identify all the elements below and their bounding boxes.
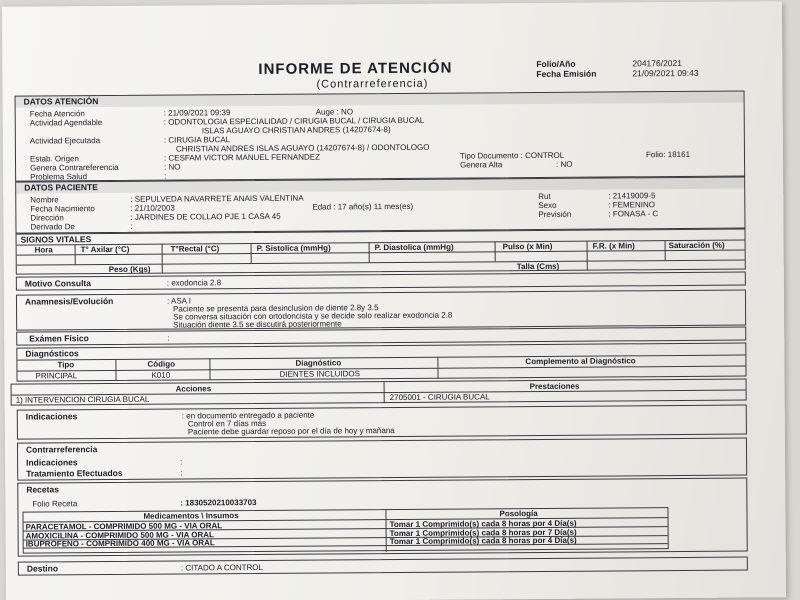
column-header: P. Sistolica (mmHg) [256, 243, 331, 253]
section-title: Diagnósticos [25, 348, 79, 359]
prevision-value: : FONASA - C [608, 209, 659, 219]
recetas-table [22, 507, 668, 554]
section-title: SIGNOS VITALES [20, 234, 92, 245]
talla-label: Talla (Cms) [516, 261, 560, 272]
acciones-section [11, 379, 747, 406]
acciones-header: Acciones [175, 384, 212, 394]
medicamento-name: IBUPROFENO - COMPRIMIDO 400 MG - VIA ORAL [25, 538, 215, 549]
diagnosticos-section [16, 343, 746, 382]
examen-value: : [167, 333, 170, 343]
genera-alta-value: : NO [556, 159, 573, 169]
prestaciones-header: Prestaciones [529, 381, 580, 392]
contra-indicaciones-value: : [180, 457, 183, 467]
fecha-emision-value: 21/09/2021 09:43 [632, 67, 699, 79]
fecha-atencion-value: : 21/09/2021 09:39 [163, 108, 231, 118]
folio-value: 204176/2021 [632, 57, 683, 69]
direccion-label: Dirección [30, 213, 64, 223]
destino-section [18, 557, 748, 576]
column-header: Tipo [57, 360, 75, 370]
tratamiento-value: : [180, 468, 183, 478]
examen-label: Exámen Físico [29, 333, 89, 344]
section-title: Contrarreferencia [25, 444, 98, 455]
document-subtitle: (Contrarreferencia) [316, 77, 429, 91]
indicaciones-line: : en documento entregado a paciente [181, 410, 315, 421]
actividad-agendable-label: Actividad Agendable [29, 118, 103, 128]
actividad-ejecutada-profesional: CHRISTIAN ANDRES ISLAS AGUAYO (14207674-8) / ODONTOLOGO [175, 142, 430, 154]
problema-salud-label: Problema Salud [30, 172, 88, 182]
fecha-emision-label: Fecha Emisión [536, 68, 597, 80]
datos-paciente-section [15, 177, 745, 234]
document-title: INFORME DE ATENCIÓN [258, 59, 453, 78]
prevision-label: Previsión [538, 209, 572, 219]
actividad-agendable-profesional: ISLAS AGUAYO CHRISTIAN ANDRES (14207674-8) [201, 125, 391, 136]
diagnostico-codigo: K010 [151, 370, 171, 380]
auge-label: Auge : NO [315, 107, 354, 117]
column-header: T°Rectal (°C) [170, 244, 220, 254]
direccion-value: : JARDINES DE COLLAO PJE 1 CASA 45 [130, 211, 281, 222]
fecha-atencion-label: Fecha Atención [29, 109, 85, 119]
medicamento-name: AMOXICILINA - COMPRIMIDO 500 MG - VIA ORAL [25, 530, 214, 541]
anamnesis-line: Se conversa situación con ortodoncista y se decide solo realizar exodoncia 2.8 [173, 310, 453, 322]
column-header: Posología [499, 509, 538, 519]
sexo-label: Sexo [538, 200, 557, 210]
column-header: Hora [34, 245, 53, 255]
genera-contrareferencia-label: Genera Contrareferencia [30, 162, 119, 173]
contrarreferencia-section [17, 438, 747, 481]
anamnesis-line: : ASA I [166, 296, 192, 306]
tipo-documento: Tipo Documento : CONTROL [459, 150, 565, 161]
section-title: DATOS PACIENTE [24, 182, 98, 193]
genera-contrareferencia-value: : NO [164, 162, 181, 172]
rut-value: : 21419009-5 [608, 191, 656, 201]
recetas-section [17, 478, 747, 557]
peso-label: Peso (Kgs) [108, 264, 151, 274]
actividad-ejecutada-label: Actividad Ejecutada [29, 136, 101, 146]
actividad-agendable-value: : ODONTOLOGIA ESPECIALIDAD / CIRUGIA BUCAL / CIRUGIA BUCAL [163, 115, 425, 127]
diagnostico-nombre: DIENTES INCLUIDOS [279, 369, 361, 379]
document-page [2, 1, 786, 600]
column-header: Diagnóstico [295, 358, 342, 368]
folio-receta-value: : 1830520210033703 [180, 497, 257, 508]
folio-block [536, 58, 698, 79]
anamnesis-line: Paciente se presenta para desinclusion de diente 2.8y 3.5 [173, 303, 379, 314]
problema-salud-value: : [164, 171, 167, 181]
edad-value: Edad : 17 año(s) 11 mes(es) [312, 201, 414, 212]
anamnesis-line: Situación diente 3.5 se discutirá posteriormente [173, 319, 342, 330]
contra-indicaciones-label: Indicaciones [26, 457, 78, 468]
column-header: Complemento al Diagnóstico [525, 356, 636, 367]
anamnesis-section [16, 290, 746, 331]
nombre-value: : SEPULVEDA NAVARRETE ANAIS VALENTINA [130, 193, 304, 204]
indicaciones-line: Paciente debe guardar reposo por el día de hoy y mañana [187, 425, 395, 437]
column-header: P. Diastolica (mmHg) [374, 242, 454, 253]
anamnesis-label: Anamnesis/Evolución [24, 295, 114, 307]
posologia-text: Tomar 1 Comprimido(s) cada 8 horas por 4 Día(s) [389, 535, 577, 547]
genera-alta-label: Genera Alta [460, 160, 503, 170]
destino-label: Destino [26, 563, 59, 574]
datos-atencion-section [15, 91, 746, 182]
medicamento-name: PARACETAMOL - COMPRIMIDO 500 MG - VIA ORAL [25, 521, 223, 532]
folio-documento: Folio: 18161 [645, 149, 691, 160]
signos-vitales-section [16, 229, 746, 275]
indicaciones-section [17, 405, 747, 440]
motivo-value: : exodoncia 2.8 [166, 278, 222, 288]
column-header: Medicamentos \ Insumos [143, 511, 239, 521]
posologia-text: Tomar 1 Comprimido(s) cada 8 horas por 7 Día(s) [389, 527, 577, 539]
indicaciones-label: Indicaciones [25, 411, 78, 422]
sexo-value: : FEMENINO [608, 200, 656, 210]
tratamiento-label: Tratamiento Efectuados [26, 467, 123, 479]
indicaciones-line: Control en 7 días más [187, 418, 267, 429]
column-header: F.R. (x Min) [592, 241, 635, 251]
fecha-nacimiento-value: : 21/10/2003 [130, 203, 175, 213]
section-title: DATOS ATENCIÓN [23, 96, 99, 107]
accion-item: 1) INTERVENCION CIRUGIA BUCAL [15, 394, 150, 405]
actividad-ejecutada-value: : CIRUGIA BUCAL [163, 135, 231, 145]
motivo-label: Motivo Consulta [24, 278, 92, 289]
folio-label: Folio/Año [536, 58, 576, 70]
destino-value: : CITADO A CONTROL [180, 562, 263, 573]
prestacion-item: 2705001 - CIRUGIA BUCAL [389, 392, 490, 403]
section-title: Recetas [26, 484, 59, 495]
folio-receta-label: Folio Receta [32, 499, 78, 509]
posologia-text: Tomar 1 Comprimido(s) cada 8 horas por 4 Día(s) [389, 518, 577, 530]
column-header: T° Axilar (°C) [80, 244, 130, 255]
nombre-label: Nombre [30, 195, 59, 205]
fecha-nacimiento-label: Fecha Nacimiento [30, 204, 95, 214]
column-header: Código [147, 359, 176, 369]
estab-origen-value: : CESFAM VICTOR MANUEL FERNANDEZ [163, 152, 321, 163]
column-header: Saturación (%) [668, 240, 725, 251]
derivado-label: Derivado De [30, 222, 75, 232]
estab-origen-label: Estab. Origen [29, 154, 79, 164]
derivado-value: : [130, 221, 133, 231]
column-header: Pulso (x Min) [502, 241, 553, 252]
rut-label: Rut [538, 191, 551, 201]
diagnostico-tipo: PRINCIPAL [35, 371, 78, 381]
motivo-consulta-section [16, 272, 746, 291]
